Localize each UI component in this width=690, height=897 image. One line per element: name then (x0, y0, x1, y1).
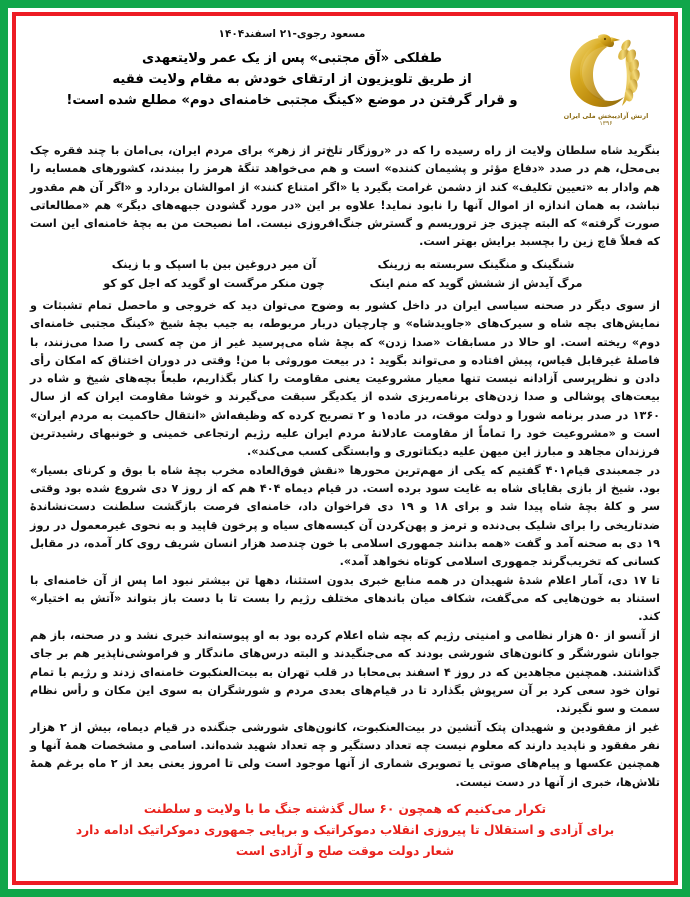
poem-hemistich-1b: شنگینک و منگینک سربسته به زرینک (377, 257, 575, 271)
poem-line-1 (38, 255, 652, 274)
poem-hemistich-1a: آن میر دروغین بین با اسپک و با زینک (111, 257, 317, 271)
poem-hemistich-2a: چون منکر مرگست او گوید که اجل کو کو (103, 276, 325, 290)
poem-hemistich-2b: مرگ آیدش از ششش گوید که منم اینک (369, 276, 583, 290)
logo-year: ۱۳۹۶ (599, 120, 613, 128)
page-title-line-1: طفلکی «آق مجتبی» پس از یک عمر ولایتعهدی (142, 50, 442, 66)
logo-caption: ارتش آزادیبخش ملی ایران (563, 112, 649, 120)
document-body (26, 142, 664, 792)
poem-line-2 (38, 274, 652, 293)
document-header (26, 28, 664, 136)
slogan-line-2: برای آزادی و استقلال تا پیروزی انقلاب دموکراتیک و برپایی جمهوری دموکراتیک ادامه دارد (75, 822, 615, 837)
nla-emblem-logo (554, 30, 658, 136)
body-paragraph-4: تا ۱۷ دی، آمار اعلام شدهٔ شهیدان در همه منابع خبری بدون استثنا، دهها تن بیشتر نبود اما پس از آن خامنه‌ای با استناد به خون‌هایی که می‌گفت، شکاف میان باندهای مختلف رژیم را بست تا با دست باز بتواند «آتش به اختیار» کند. (30, 573, 660, 624)
footer-slogans (26, 799, 664, 864)
body-paragraph-6: غیر از مفقودین و شهیدان پتک آتشین در بیت‌العنکبوت، کانون‌های شورشی جنگنده در قیام دیماه، بیش از ۲ هزار نفر مفقود و ناپدید دارند که معلوم نیست چه تعداد دستگیر و چه تعداد شهید شده‌اند. اسامی و مشخصات همهٔ آنها و همچنین عکسها و پیام‌های صوتی یا تصویری شماری از آنها موجود است ولی تا امروز یعنی بعد از ۲ ماه برغم همهٔ تلاش‌ها، خبری از آنها در دست نیست. (30, 720, 660, 789)
poem-couplets (30, 255, 660, 294)
body-paragraph-3: در جمعبندی قیام۴۰۱ گفتیم که یکی از مهم‌ترین محورها «نقش فوق‌العاده مخرب بچهٔ شاه با بوق و کرنای بسیار» بود. شیخ از بازی بقایای شاه به غایت سود برده است. در قیام دیماه ۴۰۴ هم که از روز ۷ دی شروع شده بود وقتی سر و کلهٔ بچهٔ شاه پیدا شد و برای ۱۸ و ۱۹ دی فراخوان داد، خامنه‌ای فرصت بازگشت سلطنت دست‌نشاندهٔ ضدتاریخی را برای شلیک بی‌دنده و ترمز و پهن‌کردن آن کیسه‌های سیاه و پرخون قاپید و به نحوی غیرمعمول در روز ۱۹ دی به صحنه آمد و گفت «همه بدانند جمهوری اسلامی با خون چندصد هزار انسان شریف روی کار آمده، در مقابل کسانی که تخریب‌گرند جمهوری اسلامی کوتاه نخواهد آمد». (30, 463, 661, 569)
emblem-icon (558, 30, 654, 114)
slogan-line-1: تکرار می‌کنیم که همچون ۶۰ سال گذشته جنگ ما با ولایت و سلطنت (143, 801, 547, 816)
body-paragraph-2: از سوی دیگر در صحنه سیاسی ایران در داخل کشور به وضوح می‌توان دید که خروجی و ماحصل تمام تشبثات و نمایش‌های بچه شاه و سیرک‌های «جاویدشاه» و چارچیان دربار مربوطه، به جیب بچهٔ شیخ «کینگ مجتبی خامنه‌ای دوم» ریخته است. او حالا در مسابقات «صدا زدن» که بچهٔ شاه می‌پرسید غیر از من چه کسی را صدا می‌زنند، با فاصلهٔ غیرقابل قیاس، پیش افتاده و می‌تواند بگوید : در بیعت موروثی با من! وقتی در دوران اختناق که امکان رأی دادن و نظرپرسی آزادانه نیست تنها معیار مشروعیت یعنی مقاومت را کنار بگذاریم، طبعاً بچه‌های شیخ و شاه در بیعت‌های پوشالی و صدا زدن‌های برنامه‌ریزی شده از یکدیگر سبقت می‌گیرند و خوشا مقاومت ایران که از سال ۱۳۶۰ در صدر برنامه شورا و دولت موقت، در ماده۱ و ۲ تصریح کرده که وظیفه‌اش «انتقال حاکمیت به مردم ایران» است و «مشروعیت خود را تماماً از مقاومت عادلانهٔ مردم ایران علیه رژیم ارتجاعی خمینی و خونبهای رشیدترین فرزندان مجاهد و مبارز این میهن علیه دیکتاتوری و وابستگی کسب می‌کند». (30, 299, 660, 459)
body-paragraph-1: بنگرید شاه سلطان ولایت از راه رسیده را که در «روزگار تلخ‌تر از زهر» برای مردم ایران، بی‌امان با چند فقره چک بی‌محل، هم در صدد «دفاع مؤثر و پشیمان کننده» است و هم می‌خواهد تنگهٔ هرمز را ببندند، کشورهای همسایه را هم وادار به «تعیین تکلیف» کند از دشمن غرامت بگیرد یا «اگر امتناع کنند» از اموالشان بردارد و «اگر آن هم مقدور نباشد، به همان اندازه از اموال آنها را نابود نماید! علاوه بر این «در مورد گشودن جبهه‌های دیگر» هم «مطالعاتی صورت گرفته» که البته چیزی جز تروریسم و گسترش جنگ‌افروزی نیست. اما نصیحت من به بچهٔ خامنه‌ای این است که فعلاً قاچ زین را بچسبد برایش بهتر است. (30, 144, 660, 249)
slogan-line-3: شعار دولت موقت صلح و آزادی است (235, 843, 455, 858)
body-paragraph-5: از آنسو از ۵۰ هزار نظامی و امنیتی رژیم که بچه شاه اعلام کرده بود به او پیوسته‌اند خبری نشد و در صحنه، باز هم جوانان شورشگر و کانون‌های شورشی بودند که می‌جنگیدند و البته درس‌های ماندگار و فراموشی‌ناپذیر هم بر جای گذاشتند. همچنین مجاهدین که در روز ۴ اسفند بی‌محابا در قلب تهران به بیت‌العنکبوت خامنه‌ای زدند و رژیم با تمام توان خود سعی کرد بر آن سرپوش بگذارد تا در قیام‌های بعدی مردم و شورشگران به سوی این مکان و رأس نظام سمت و سو نگیرند. (30, 629, 661, 716)
page-title-line-2: از طریق تلویزیون از ارتقای خودش به مقام ولایت فقیه (112, 71, 472, 87)
page-title-line-3: و قرار گرفتن در موضع «کینگ مجتبی خامنه‌ای دوم» مطلع شده است! (66, 93, 518, 109)
flag-border-frame (12, 12, 678, 885)
byline-author-date: مسعود رجوی-۲۱ اسفند۱۴۰۴ (218, 28, 366, 40)
